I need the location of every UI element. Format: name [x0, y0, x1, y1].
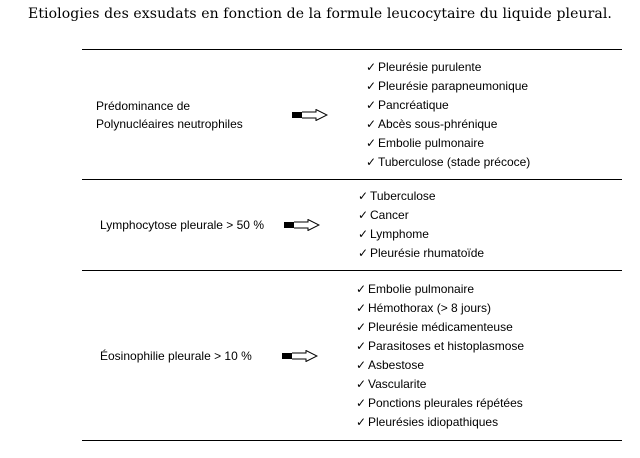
condition-text: Polynucléaires neutrophiles: [96, 116, 243, 131]
condition-text: Prédominance de: [96, 98, 191, 113]
list-item: ✓ Pleurésie parapneumonique: [366, 77, 622, 96]
table-row-lymphocytes: [82, 180, 622, 271]
etiology-table: [82, 49, 622, 441]
list-item: ✓ Embolie pulmonaire: [366, 134, 622, 153]
double-right-arrow-icon: [292, 109, 348, 121]
check-icon: ✓: [366, 59, 377, 74]
list-item: ✓ Pleurésie médicamenteuse: [356, 318, 622, 337]
check-icon: ✓: [358, 227, 369, 241]
check-icon: ✓: [356, 338, 367, 353]
check-icon: ✓: [358, 246, 369, 260]
causes-list: [340, 187, 622, 263]
check-icon: ✓: [366, 78, 377, 93]
check-icon: ✓: [356, 395, 367, 410]
list-item: ✓ Embolie pulmonaire: [356, 280, 622, 299]
list-item: ✓ Pleurésie rhumatoïde: [358, 244, 622, 263]
double-right-arrow-icon: [282, 350, 338, 362]
check-icon: ✓: [366, 135, 377, 150]
check-icon: ✓: [356, 357, 367, 372]
check-icon: ✓: [356, 376, 367, 391]
list-item: ✓ Cancer: [358, 206, 622, 225]
condition-cell: [82, 216, 288, 234]
check-icon: ✓: [356, 319, 367, 334]
condition-text: Éosinophilie pleurale > 10 %: [100, 348, 252, 363]
list-item: ✓ Tuberculose (stade précoce): [366, 153, 622, 172]
double-right-arrow-icon: [284, 219, 340, 231]
table-row-eosinophils: [82, 271, 622, 441]
causes-list: [338, 280, 622, 432]
table-row-neutrophils: [82, 50, 622, 180]
condition-text: Lymphocytose pleurale > 50 %: [100, 218, 264, 232]
check-icon: ✓: [366, 154, 377, 169]
list-item: ✓ Ponctions pleurales répétées: [356, 394, 622, 413]
check-icon: ✓: [358, 208, 369, 222]
list-item: ✓ Pleurésies idiopathiques: [356, 413, 622, 432]
list-item: ✓ Pleurésie purulente: [366, 58, 622, 77]
check-icon: ✓: [366, 116, 377, 131]
condition-cell: [82, 97, 288, 133]
list-item: ✓ Asbestose: [356, 356, 622, 375]
list-item: ✓ Vascularite: [356, 375, 622, 394]
check-icon: ✓: [356, 300, 367, 315]
list-item: ✓ Lymphome: [358, 225, 622, 244]
list-item: ✓ Hémothorax (> 8 jours): [356, 299, 622, 318]
check-icon: ✓: [366, 97, 377, 112]
table-caption: Etiologies des exsudats en fonction de la formule leucocytaire du liquide pleural.: [28, 6, 612, 22]
list-item: ✓ Pancréatique: [366, 96, 622, 115]
check-icon: ✓: [358, 189, 369, 203]
condition-cell: [82, 347, 288, 365]
list-item: ✓ Tuberculose: [358, 187, 622, 206]
list-item: ✓ Abcès sous-phrénique: [366, 115, 622, 134]
causes-list: [348, 58, 622, 172]
list-item: ✓ Parasitoses et histoplasmose: [356, 337, 622, 356]
check-icon: ✓: [356, 414, 367, 429]
check-icon: ✓: [356, 281, 367, 296]
